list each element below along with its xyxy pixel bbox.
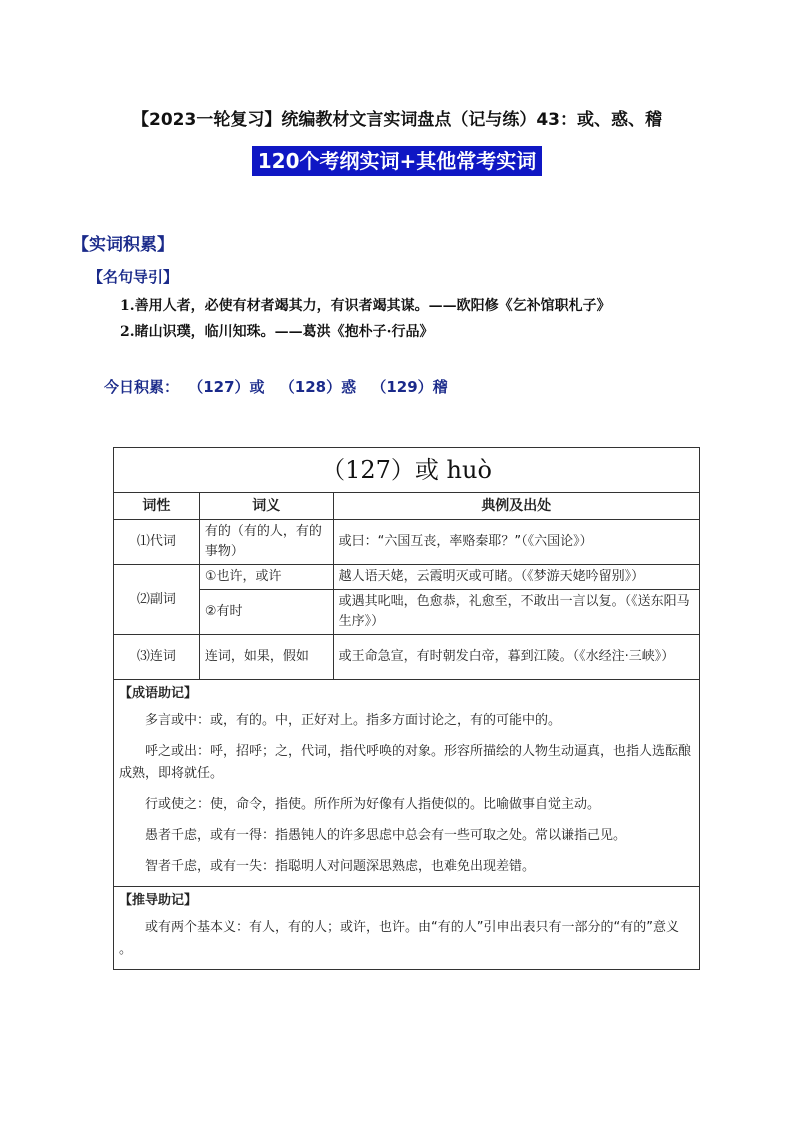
idiom-item: 行或使之：使，命令，指使。所作所为好像有人指使似的。比喻做事自觉主动。 [145,797,601,812]
table-row [114,520,700,565]
row-example: 或曰：“六国互丧，率赂秦耶？”（《六国论》） [333,520,699,565]
row-pos: ⑴代词 [114,520,200,565]
document-title: 【2023一轮复习】统编教材文言实词盘点（记与练）43：或、惑、稽 [132,110,662,130]
column-header-example: 典例及出处 [333,493,699,520]
today-item-127: （127）或 [188,378,265,396]
today-item-128: （128）惑 [279,378,357,396]
row-meaning: 连词，如果，假如 [199,635,333,680]
row-pos: ⑵副词 [114,565,200,635]
row-example: 越人语天姥，云霞明灭或可睹。（《梦游天姥吟留别》） [333,565,699,590]
today-item-129: （129）稽 [371,378,448,396]
idiom-item: 愚者千虑，或有一得：指愚钝人的许多思虑中总会有一些可取之处。常以谦指己见。 [145,828,627,843]
quote-2: 2.睹山识璞，临川知珠。——葛洪《抱朴子·行品》 [120,324,434,340]
table-row [114,635,700,680]
row-meaning: ②有时 [199,590,333,635]
quote-1: 1.善用人者，必使有材者竭其力，有识者竭其谋。——欧阳修《乞补馆职札子》 [120,298,611,314]
column-header-meaning: 词义 [199,493,333,520]
row-meaning: 有的（有的人，有的事物） [199,520,333,565]
row-example: 或王命急宣，有时朝发白帝，暮到江陵。（《水经注·三峡》） [333,635,699,680]
table-row [114,590,700,635]
idioms-heading: 【成语助记】 [119,686,198,701]
idiom-item: 呼之或出：呼，招呼；之，代词，指代呼唤的对象。形容所描绘的人物生动逼真，也指人选酝酿成熟，即将就任。 [119,744,692,781]
table-row [114,565,700,590]
idiom-item: 智者千虑，或有一失：指聪明人对问题深思熟虑，也难免出现差错。 [145,859,536,874]
row-pos: ⑶连词 [114,635,200,680]
row-example: 或遇其叱咄，色愈恭，礼愈至，不敢出一言以复。（《送东阳马生序》） [333,590,699,635]
banner-container [0,146,794,176]
word-table [113,447,700,970]
deduce-block [114,887,700,970]
section-title: 【实词积累】 [72,235,174,255]
today-accumulation [104,376,458,397]
today-label: 今日积累： [104,378,180,396]
idiom-item: 多言或中：或，有的。中，正好对上。指多方面讨论之，有的可能中的。 [145,713,562,728]
idioms-block [114,680,700,887]
row-meaning: ①也许，或许 [199,565,333,590]
deduce-text: 或有两个基本义：有人，有的人；或许，也许。由“有的人”引申出表只有一部分的“有的”意义 。 [119,920,679,957]
deduce-heading: 【推导助记】 [119,893,198,908]
column-header-pos: 词性 [114,493,200,520]
subsection-title: 【名句导引】 [88,268,179,286]
table-heading: （127）或 huò [114,448,700,493]
banner: 120个考纲实词+其他常考实词 [252,146,543,176]
